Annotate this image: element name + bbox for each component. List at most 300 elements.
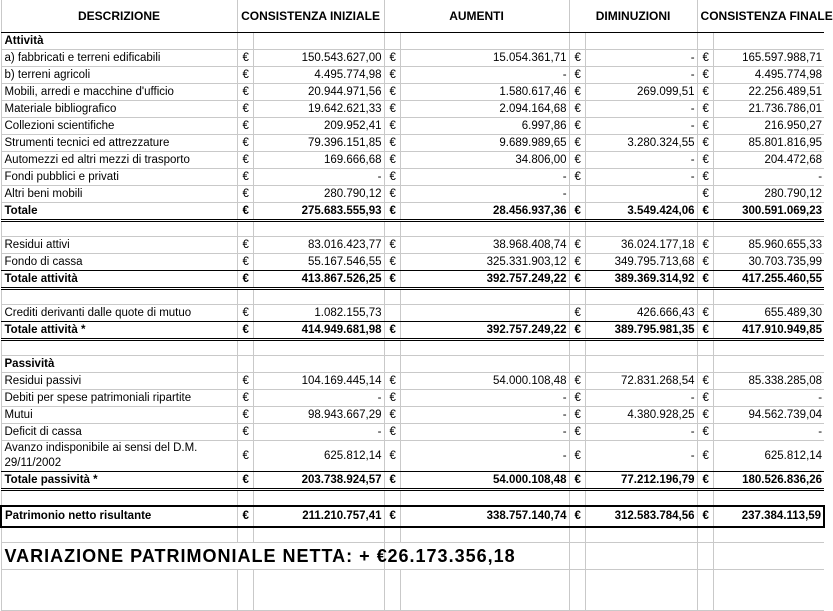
table-row [1,152,824,169]
value-dim: 3.549.424,06 [585,203,697,221]
header-diminuzioni: DIMINUZIONI [569,0,697,33]
empty-cell [237,570,253,611]
currency-symbol: € [697,84,713,101]
blank-row [1,527,824,543]
empty-cell [569,356,585,373]
currency-symbol: € [237,50,253,67]
currency-symbol: € [569,84,585,101]
patrimonio-netto-row [1,506,824,527]
empty-cell [569,33,585,50]
section-passivita [1,356,824,373]
blank-row [1,570,824,611]
row-label: Totale attività * [1,322,237,340]
value-aum: - [400,407,569,424]
currency-symbol: € [697,506,713,527]
value-ini: 150.543.627,00 [253,50,384,67]
value-aum: - [400,186,569,203]
value-ini: 203.738.924,57 [253,472,384,490]
value-fin: 4.495.774,98 [713,67,824,84]
empty-cell [713,490,824,507]
currency-symbol: € [569,424,585,441]
currency-symbol: € [569,101,585,118]
currency-symbol: € [697,322,713,340]
total-row [1,203,824,221]
value-ini: 209.952,41 [253,118,384,135]
currency-symbol [569,186,585,203]
currency-symbol: € [384,186,400,203]
header-row [1,0,824,33]
currency-symbol: € [697,254,713,271]
value-aum: 9.689.989,65 [400,135,569,152]
value-dim: 72.831.268,54 [585,373,697,390]
currency-symbol: € [569,305,585,322]
row-label: Avanzo indisponibile ai sensi del D.M. 29/11/2002 [1,441,237,472]
empty-cell [697,289,713,305]
row-label: Fondi pubblici e privati [1,169,237,186]
row-label: Totale attività [1,271,237,289]
currency-symbol: € [384,506,400,527]
row-label: a) fabbricati e terreni edificabili [1,50,237,67]
empty-cell [384,221,400,237]
variazione-label [1,543,388,570]
value-dim: - [585,67,697,84]
empty-cell [713,289,824,305]
empty-cell [585,33,697,50]
value-fin: 280.790,12 [713,186,824,203]
empty-cell [384,340,400,356]
value-ini: 98.943.667,29 [253,407,384,424]
empty-cell [253,356,384,373]
value-fin: - [713,390,824,407]
currency-symbol: € [569,254,585,271]
currency-symbol: € [569,169,585,186]
currency-symbol: € [697,67,713,84]
currency-symbol: € [237,322,253,340]
empty-cell [384,356,400,373]
empty-cell [384,490,400,507]
currency-symbol: € [697,152,713,169]
row-label: Crediti derivanti dalle quote di mutuo [1,305,237,322]
currency-symbol: € [697,305,713,322]
value-fin: 85.801.816,95 [713,135,824,152]
currency-symbol: € [384,169,400,186]
variazione-text: VARIAZIONE PATRIMONIALE NETTA: + [4,545,371,566]
currency-symbol: € [569,271,585,289]
value-dim: 349.795.713,68 [585,254,697,271]
currency-symbol: € [384,254,400,271]
currency-symbol: € [384,441,400,472]
currency-symbol: € [697,203,713,221]
currency-symbol: € [237,186,253,203]
empty-cell [253,490,384,507]
total-row [1,472,824,490]
currency-symbol: € [697,390,713,407]
value-ini: 280.790,12 [253,186,384,203]
currency-symbol: € [569,322,585,340]
currency-symbol: € [697,169,713,186]
empty-cell [400,570,569,611]
currency-symbol: € [384,118,400,135]
blank-row [1,289,824,305]
row-label: Deficit di cassa [1,424,237,441]
value-fin: 22.256.489,51 [713,84,824,101]
empty-cell [237,356,253,373]
value-fin: - [713,169,824,186]
row-label: Strumenti tecnici ed attrezzature [1,135,237,152]
variazione-value: 26.173.356,18 [384,543,569,570]
empty-cell [237,340,253,356]
currency-symbol: € [237,472,253,490]
value-ini: 104.169.445,14 [253,373,384,390]
value-dim: 77.212.196,79 [585,472,697,490]
value-dim: 36.024.177,18 [585,237,697,254]
value-ini: - [253,390,384,407]
table-row [1,237,824,254]
row-label: Mobili, arredi e macchine d'ufficio [1,84,237,101]
table-row [1,67,824,84]
currency-symbol: € [384,101,400,118]
currency-symbol: € [237,152,253,169]
value-ini: 1.082.155,73 [253,305,384,322]
currency-symbol: € [237,135,253,152]
currency-symbol: € [569,472,585,490]
currency-symbol: € [569,390,585,407]
currency-symbol: € [697,118,713,135]
currency-symbol: € [237,118,253,135]
table-row [1,254,824,271]
currency-symbol: € [697,424,713,441]
value-aum: 2.094.164,68 [400,101,569,118]
value-ini: - [253,424,384,441]
empty-cell [400,221,569,237]
currency-symbol: € [569,506,585,527]
empty-cell [585,527,697,543]
empty-cell [569,221,585,237]
empty-cell [697,221,713,237]
table-row [1,186,824,203]
table-row [1,135,824,152]
empty-cell [1,221,237,237]
value-fin: 417.910.949,85 [713,322,824,340]
row-label: Automezzi ed altri mezzi di trasporto [1,152,237,169]
currency-symbol: € [569,152,585,169]
currency-symbol: € [697,50,713,67]
empty-cell [1,570,237,611]
value-aum: - [400,67,569,84]
currency-symbol: € [569,237,585,254]
value-dim: - [585,390,697,407]
currency-symbol: € [384,203,400,221]
table-row [1,407,824,424]
empty-cell [713,221,824,237]
empty-cell [1,527,237,543]
value-ini: 55.167.546,55 [253,254,384,271]
value-aum: - [400,441,569,472]
empty-cell [713,527,824,543]
empty-cell [384,527,400,543]
blank-row [1,490,824,507]
empty-cell [713,340,824,356]
empty-cell [697,543,713,570]
currency-symbol: € [237,390,253,407]
value-dim: 426.666,43 [585,305,697,322]
currency-symbol: € [697,237,713,254]
empty-cell [1,490,237,507]
empty-cell [400,490,569,507]
empty-cell [237,527,253,543]
value-fin: 85.960.655,33 [713,237,824,254]
empty-cell [585,340,697,356]
table-row [1,390,824,407]
value-aum: 1.580.617,46 [400,84,569,101]
section-title: Passività [1,356,237,373]
table-row [1,101,824,118]
value-fin: 300.591.069,23 [713,203,824,221]
row-label: Residui attivi [1,237,237,254]
value-aum: 34.806,00 [400,152,569,169]
value-ini: 211.210.757,41 [253,506,384,527]
empty-cell [237,490,253,507]
value-dim: 389.795.981,35 [585,322,697,340]
currency-symbol: € [237,237,253,254]
empty-cell [384,570,400,611]
empty-cell [585,356,697,373]
currency-symbol: € [697,271,713,289]
value-aum: 325.331.903,12 [400,254,569,271]
currency-symbol: € [237,271,253,289]
value-ini: 625.812,14 [253,441,384,472]
currency-symbol: € [384,322,400,340]
row-label: Patrimonio netto risultante [1,506,237,527]
empty-cell [569,527,585,543]
currency-symbol: € [237,373,253,390]
empty-cell [400,289,569,305]
currency-symbol: € [569,373,585,390]
currency-symbol: € [384,390,400,407]
currency-symbol: € [569,407,585,424]
value-ini: 169.666,68 [253,152,384,169]
empty-cell [697,570,713,611]
currency-symbol: € [697,373,713,390]
currency-symbol: € [384,237,400,254]
currency-symbol: € [384,407,400,424]
value-aum: - [400,424,569,441]
blank-row [1,340,824,356]
currency-symbol: € [376,545,388,566]
header-descrizione: DESCRIZIONE [1,0,237,33]
header-consistenza-iniziale: CONSISTENZA INIZIALE [237,0,384,33]
currency-symbol: € [697,101,713,118]
value-ini: 19.642.621,33 [253,101,384,118]
currency-symbol: € [237,407,253,424]
value-fin: 85.338.285,08 [713,373,824,390]
value-fin: 30.703.735,99 [713,254,824,271]
value-dim: 3.280.324,55 [585,135,697,152]
empty-cell [697,33,713,50]
value-dim: - [585,101,697,118]
row-label: Collezioni scientifiche [1,118,237,135]
table-row [1,305,824,322]
table-row [1,373,824,390]
value-aum: 54.000.108,48 [400,373,569,390]
value-dim: - [585,424,697,441]
empty-cell [384,33,400,50]
row-label: b) terreni agricoli [1,67,237,84]
currency-symbol: € [237,84,253,101]
empty-cell [585,543,697,570]
empty-cell [585,490,697,507]
value-aum: 28.456.937,36 [400,203,569,221]
row-label: Materiale bibliografico [1,101,237,118]
row-label: Totale passività * [1,472,237,490]
currency-symbol: € [237,203,253,221]
currency-symbol: € [569,203,585,221]
value-aum: - [400,169,569,186]
currency-symbol: € [384,472,400,490]
value-aum [400,305,569,322]
value-aum: 15.054.361,71 [400,50,569,67]
empty-cell [237,221,253,237]
row-label: Mutui [1,407,237,424]
value-ini: 413.867.526,25 [253,271,384,289]
row-label: Debiti per spese patrimoniali ripartite [1,390,237,407]
row-label: Residui passivi [1,373,237,390]
value-dim [585,186,697,203]
empty-cell [585,289,697,305]
value-fin: 204.472,68 [713,152,824,169]
currency-symbol [384,305,400,322]
value-fin: 94.562.739,04 [713,407,824,424]
value-fin: - [713,424,824,441]
value-fin: 237.384.113,59 [713,506,824,527]
value-dim: 389.369.314,92 [585,271,697,289]
empty-cell [569,543,585,570]
currency-symbol: € [237,254,253,271]
currency-symbol: € [384,424,400,441]
currency-symbol: € [569,441,585,472]
empty-cell [1,340,237,356]
table-row [1,441,824,472]
value-fin: 655.489,30 [713,305,824,322]
value-dim: - [585,152,697,169]
empty-cell [400,33,569,50]
currency-symbol: € [384,152,400,169]
value-fin: 625.812,14 [713,441,824,472]
currency-symbol: € [569,135,585,152]
value-dim: - [585,118,697,135]
empty-cell [400,527,569,543]
value-fin: 21.736.786,01 [713,101,824,118]
value-dim: - [585,169,697,186]
value-aum: 338.757.140,74 [400,506,569,527]
currency-symbol: € [237,424,253,441]
empty-cell [569,289,585,305]
currency-symbol: € [237,169,253,186]
empty-cell [697,340,713,356]
value-dim: - [585,441,697,472]
table-row [1,84,824,101]
currency-symbol: € [697,135,713,152]
empty-cell [253,221,384,237]
variazione-row [1,543,824,570]
empty-cell [400,356,569,373]
table-row [1,118,824,135]
value-ini: 4.495.774,98 [253,67,384,84]
currency-symbol: € [384,373,400,390]
empty-cell [713,570,824,611]
value-aum: 392.757.249,22 [400,271,569,289]
empty-cell [1,289,237,305]
value-ini: 83.016.423,77 [253,237,384,254]
value-ini: 275.683.555,93 [253,203,384,221]
table-row [1,50,824,67]
row-label: Totale [1,203,237,221]
value-fin: 216.950,27 [713,118,824,135]
table-row [1,169,824,186]
currency-symbol: € [384,67,400,84]
section-title: Attività [1,33,237,50]
row-label: Fondo di cassa [1,254,237,271]
value-aum: 6.997,86 [400,118,569,135]
currency-symbol: € [237,101,253,118]
currency-symbol: € [237,506,253,527]
value-fin: 165.597.988,71 [713,50,824,67]
currency-symbol: € [384,271,400,289]
empty-cell [585,221,697,237]
empty-cell [569,340,585,356]
header-aumenti: AUMENTI [384,0,569,33]
value-dim: 4.380.928,25 [585,407,697,424]
empty-cell [713,543,824,570]
value-aum: 38.968.408,74 [400,237,569,254]
currency-symbol: € [697,186,713,203]
empty-cell [569,570,585,611]
row-label: Altri beni mobili [1,186,237,203]
value-dim: - [585,50,697,67]
currency-symbol: € [569,118,585,135]
empty-cell [713,33,824,50]
value-dim: 312.583.784,56 [585,506,697,527]
empty-cell [697,527,713,543]
empty-cell [237,289,253,305]
value-fin: 417.255.460,55 [713,271,824,289]
empty-cell [253,289,384,305]
currency-symbol: € [237,305,253,322]
currency-symbol: € [569,50,585,67]
value-ini: 20.944.971,56 [253,84,384,101]
currency-symbol: € [697,441,713,472]
value-fin: 180.526.836,26 [713,472,824,490]
currency-symbol: € [697,407,713,424]
empty-cell [253,570,384,611]
currency-symbol: € [384,50,400,67]
value-ini: - [253,169,384,186]
currency-symbol: € [384,84,400,101]
section-attivita [1,33,824,50]
empty-cell [237,33,253,50]
value-aum: - [400,390,569,407]
empty-cell [253,340,384,356]
total-row [1,322,824,340]
header-consistenza-finale: CONSISTENZA FINALE [697,0,824,33]
total-row [1,271,824,289]
value-ini: 414.949.681,98 [253,322,384,340]
empty-cell [713,356,824,373]
empty-cell [400,340,569,356]
currency-symbol: € [569,67,585,84]
value-aum: 392.757.249,22 [400,322,569,340]
table-row [1,424,824,441]
